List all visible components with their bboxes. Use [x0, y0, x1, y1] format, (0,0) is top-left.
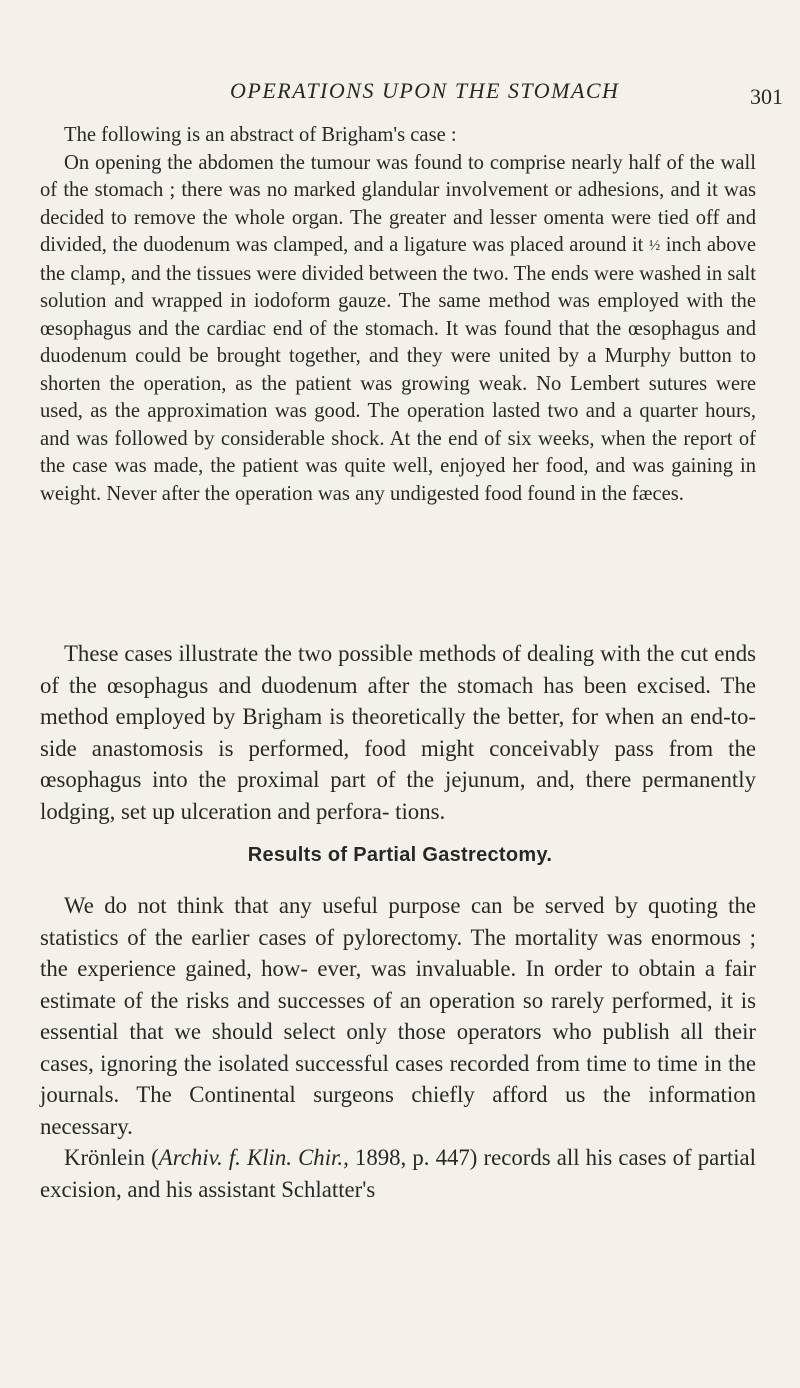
page-number: 301: [750, 84, 783, 109]
results-p2-start: Krönlein (: [64, 1145, 159, 1170]
results-p2-end: 1898, p. 447) records all his cases of partial excision, and his assistant Schlatter's: [40, 1145, 756, 1202]
abstract-paragraph: [40, 150, 756, 509]
running-head: [0, 74, 800, 114]
results-paragraph-1: We do not think that any useful purpose can be served by quoting the statistics of the earlier cases of pylorectomy. The mortality was enormous ; the experience gained, how- ever, was invaluable. In order to obtain a fair estimate of the risks and successes of an operation so rarely performed, it is essential that we should select only those operators who publish all their cases, ignoring the isolated successful cases recorded from time to time in the journals. The Continental surgeons chiefly afford us the information necessary.: [40, 893, 756, 1139]
discussion-paragraph: These cases illustrate the two possible methods of dealing with the cut ends of the œsophagus and duodenum after the stomach has been excised. The method employed by Brigham is theoretically the better, for when an end-to-side anastomosis is performed, food might conceivably pass from the œsophagus into the proximal part of the jejunum, and, there permanently lodging, set up ulceration and perfora- tions.: [40, 641, 756, 824]
section-heading: Results of Partial Gastrectomy.: [247, 844, 553, 866]
abstract-block: [40, 122, 756, 508]
results-block: [40, 890, 756, 1205]
results-paragraph-2: [40, 1142, 756, 1205]
abstract-text-part-2: inch above the clamp, and the tissues were divided between the two. The ends were washed in salt solution and wrapped in iodoform gauze. The same method was employed with the œsophagus and the cardiac end of the stomach. It was found that the œsophagus and duodenum could be brought together, and they were united by a Murphy button to shorten the operation, as the patient was growing weak. No Lembert sutures were used, as the approximation was good. The operation lasted two and a quarter hours, and was followed by considerable shock. At the end of six weeks, when the report of the case was made, the patient was quite well, enjoyed her food, and was gaining in weight. Never after the operation was any undigested food found in the fæces.: [40, 234, 756, 505]
discussion-block: [40, 638, 756, 827]
abstract-text-part-1: On opening the abdomen the tumour was found to comprise nearly half of the wall of the stomach ; there was no marked glandular involvement or adhesions, and it was decided to remove the whole organ. The greater and lesser omenta were tied off and divided, the duodenum was clamped, and a ligature was placed around it: [40, 151, 756, 256]
abstract-intro: The following is an abstract of Brigham's case :: [64, 124, 457, 146]
fraction-half: ½: [648, 238, 661, 254]
running-title: OPERATIONS UPON THE STOMACH: [230, 78, 620, 103]
citation-journal: Archiv. f. Klin. Chir.,: [158, 1145, 349, 1170]
